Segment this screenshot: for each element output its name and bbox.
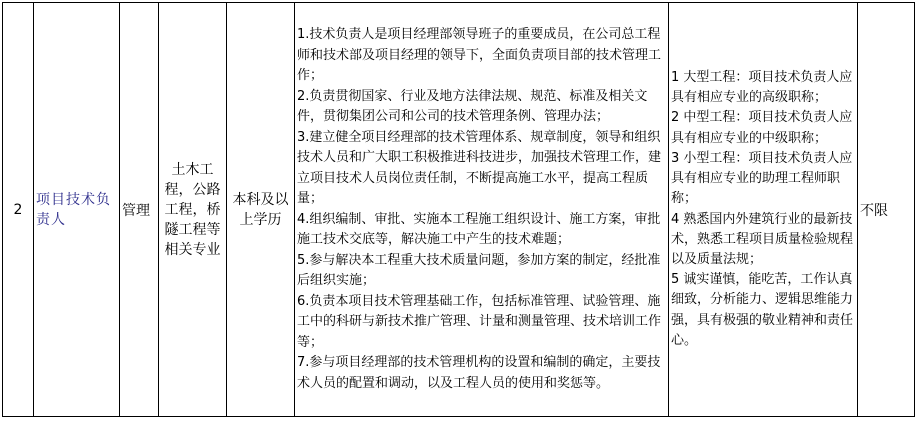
table-row	[3, 3, 915, 417]
row-index: 2	[13, 201, 23, 218]
category-cell	[120, 3, 159, 417]
duty-item: 1.技术负责人是项目经理部领导班子的重要成员，在公司总工程师和技术部及项目经理的领导下，全面负责项目部的技术管理工作；	[297, 27, 662, 83]
education-cell	[227, 3, 295, 417]
duty-item: 3.建立健全项目经理部的技术管理体系、规章制度，领导和组织技术人员和广大职工积极推进科技进步，加强技术管理工作，建立项目技术人员岗位责任制，不断提高施工水平，提高工程质量；	[297, 129, 662, 206]
category-label: 管理	[122, 202, 150, 219]
duty-item: 4.组织编制、审批、实施本工程施工组织设计、施工方案，审批施工技术交底等，解决施工中产生的技术难题；	[297, 211, 661, 247]
position-name: 项目技术负责人	[36, 191, 111, 228]
requirement-item: 4 熟悉国内外建筑行业的最新技术，熟悉工程项目质量检验规程以及质量法规；	[671, 211, 854, 267]
requirement-item: 5 诚实谨慎，能吃苦，工作认真细致，分析能力、逻辑思维能力强，具有极强的敬业精神和责任心。	[671, 272, 854, 348]
major-cell	[159, 3, 227, 417]
age-limit: 不限	[860, 202, 888, 219]
duty-item: 7.参与项目经理部的技术管理机构的设置和编制的确定，主要技术人员的配置和调动，以及工程人员的使用和奖惩等。	[297, 355, 661, 391]
duties-cell	[295, 3, 669, 417]
position-cell	[34, 3, 120, 417]
education-text: 本科及以上学历	[232, 191, 289, 228]
duty-item: 5.参与解决本工程重大技术质量问题，参加方案的制定，经批准后组织实施；	[297, 252, 661, 288]
major-text: 土木工程，公路工程，桥隧工程等相关专业	[164, 161, 221, 258]
requirement-item: 2 中型工程：项目技术负责人应具有相应专业的中级职称；	[671, 110, 853, 146]
duty-item: 2.负责贯彻国家、行业及地方法律法规、规范、标准及相关文件，贯彻集团公司和公司的技术管理条例、管理办法；	[297, 88, 648, 124]
requirement-item: 1 大型工程：项目技术负责人应具有相应专业的高级职称；	[671, 70, 853, 106]
requirements-cell	[669, 3, 858, 417]
requirement-item: 3 小型工程：项目技术负责人应具有相应专业的助理工程师职称；	[671, 150, 853, 207]
duty-item: 6.负责本项目技术管理基础工作，包括标准管理、试验管理、施工中的科研与新技术推广管理、计量和测量管理、技术培训工作等；	[297, 293, 662, 350]
age-cell	[858, 3, 915, 417]
job-table	[2, 2, 915, 417]
row-index-cell	[3, 3, 34, 417]
